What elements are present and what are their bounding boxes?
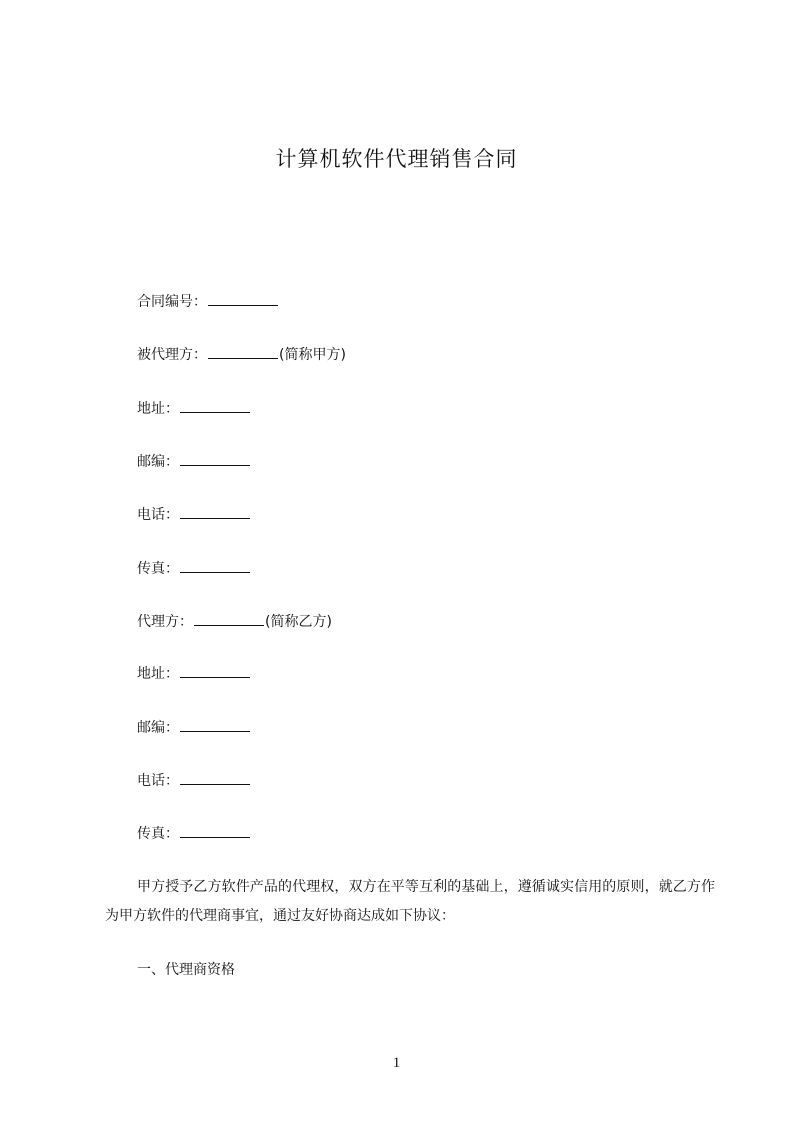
principal-fax-blank[interactable] [180, 558, 250, 573]
contract-number-field [137, 291, 279, 312]
principal-postcode-blank[interactable] [180, 451, 250, 466]
agent-postcode-label: 邮编： [137, 720, 179, 736]
principal-fax-label: 传真： [137, 561, 179, 577]
contract-number-label: 合同编号： [137, 294, 207, 310]
agent-fax-field [137, 823, 251, 844]
agent-phone-field [137, 770, 251, 791]
principal-address-blank[interactable] [180, 398, 250, 413]
agent-fax-label: 传真： [137, 826, 179, 842]
principal-label: 被代理方： [137, 347, 207, 363]
principal-name-blank[interactable] [208, 344, 278, 359]
intro-paragraph: 甲方授予乙方软件产品的代理权，双方在平等互利的基础上，遵循诚实信用的原则，就乙方作为甲方软件的代理商事宜，通过友好协商达成如下协议： [105, 879, 715, 924]
principal-phone-blank[interactable] [180, 504, 250, 519]
agent-phone-label: 电话： [137, 773, 179, 789]
principal-postcode-label: 邮编： [137, 454, 179, 470]
principal-phone-label: 电话： [137, 507, 179, 523]
principal-field [137, 344, 346, 365]
principal-address-label: 地址： [137, 401, 179, 417]
agent-fax-blank[interactable] [180, 823, 250, 838]
agent-address-label: 地址： [137, 666, 179, 682]
principal-fax-field [137, 558, 251, 579]
section-1-heading: 一、代理商资格 [137, 962, 235, 978]
principal-postcode-field [137, 451, 251, 472]
agent-postcode-blank[interactable] [180, 717, 250, 732]
page-number: 1 [392, 1055, 401, 1071]
agent-field [137, 611, 332, 632]
agent-phone-blank[interactable] [180, 770, 250, 785]
document-title: 计算机软件代理销售合同 [275, 147, 518, 171]
principal-phone-field [137, 504, 251, 525]
agent-address-field [137, 663, 251, 684]
agent-address-blank[interactable] [180, 663, 250, 678]
agent-label: 代理方： [137, 614, 193, 630]
agent-postcode-field [137, 717, 251, 738]
agent-suffix: (简称乙方) [265, 614, 332, 630]
principal-address-field [137, 398, 251, 419]
contract-number-blank[interactable] [208, 291, 278, 306]
principal-suffix: (简称甲方) [279, 347, 346, 363]
agent-name-blank[interactable] [194, 611, 264, 626]
